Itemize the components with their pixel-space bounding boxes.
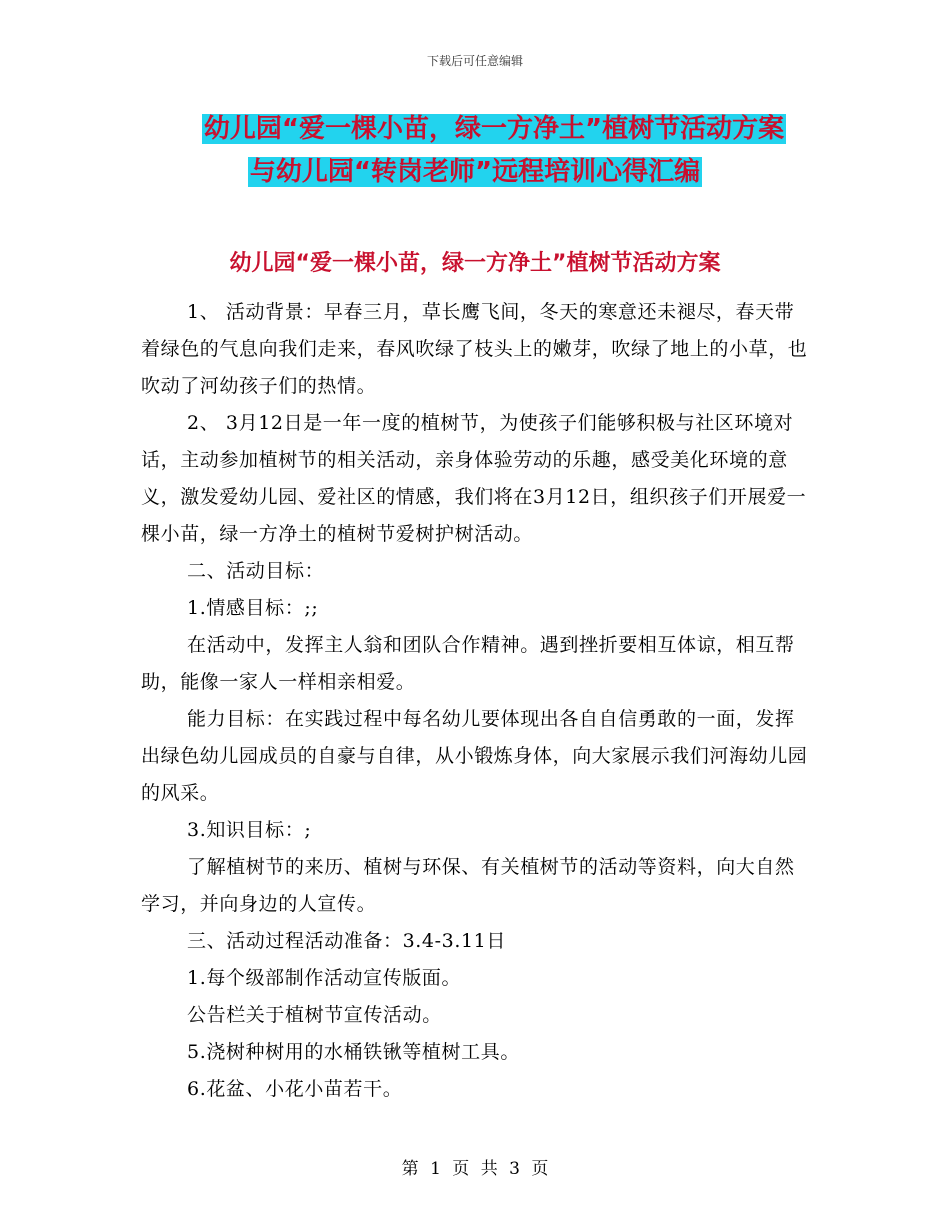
document-body [141,294,813,1108]
document-title [0,108,950,194]
paragraph: 公告栏关于植树节宣传活动。 [187,1004,442,1026]
paragraph: 了解植树节的来历、植树与环保、有关植树节的活动等资料，向大自然学习，并向身边的人宣传。 [141,856,795,915]
paragraph: 1、 活动背景：早春三月，草长鹰飞间，冬天的寒意还未褪尽，春天带着绿色的气息向我们走来，春风吹绿了枝头上的嫩芽，吹绿了地上的小草，也吹动了河幼孩子们的热情。 [141,301,808,397]
paragraph: 5.浇树种树用的水桶铁锹等植树工具。 [187,1041,520,1063]
section-title: 幼儿园“爱一棵小苗，绿一方净土”植树节活动方案 [229,251,721,276]
paragraph: 二、活动目标： [187,560,325,582]
page-number: 第 1 页 共 3 页 [401,1159,549,1179]
paragraph: 在活动中，发挥主人翁和团队合作精神。遇到挫折要相互体谅，相互帮助，能像一家人一样相亲相爱。 [141,634,795,693]
title-line-1: 幼儿园“爱一棵小苗，绿一方净土”植树节活动方案 [203,114,785,144]
paragraph: 三、活动过程活动准备：3.4-3.11日 [187,930,506,952]
paragraph: 3.知识目标：; [187,819,312,841]
title-line-2: 与幼儿园“转岗老师”远程培训心得汇编 [249,157,701,187]
paragraph: 1.每个级部制作活动宣传版面。 [187,967,462,989]
paragraph: 能力目标：在实践过程中每名幼儿要体现出各自自信勇敢的一面，发挥出绿色幼儿园成员的自豪与自律，从小锻炼身体，向大家展示我们河海幼儿园的风采。 [141,708,808,804]
page-header-note: 下载后可任意编辑 [426,54,523,68]
paragraph: 1.情感目标：;; [187,597,319,619]
paragraph: 6.花盆、小花小苗若干。 [187,1078,403,1100]
paragraph: 2、 3月12日是一年一度的植树节，为使孩子们能够积极与社区环境对话，主动参加植树节的相关活动，亲身体验劳动的乐趣，感受美化环境的意义，激发爱幼儿园、爱社区的情感，我们将在3月12日，组织孩子们开展爱一棵小苗，绿一方净土的植树节爱树护树活动。 [141,412,807,545]
